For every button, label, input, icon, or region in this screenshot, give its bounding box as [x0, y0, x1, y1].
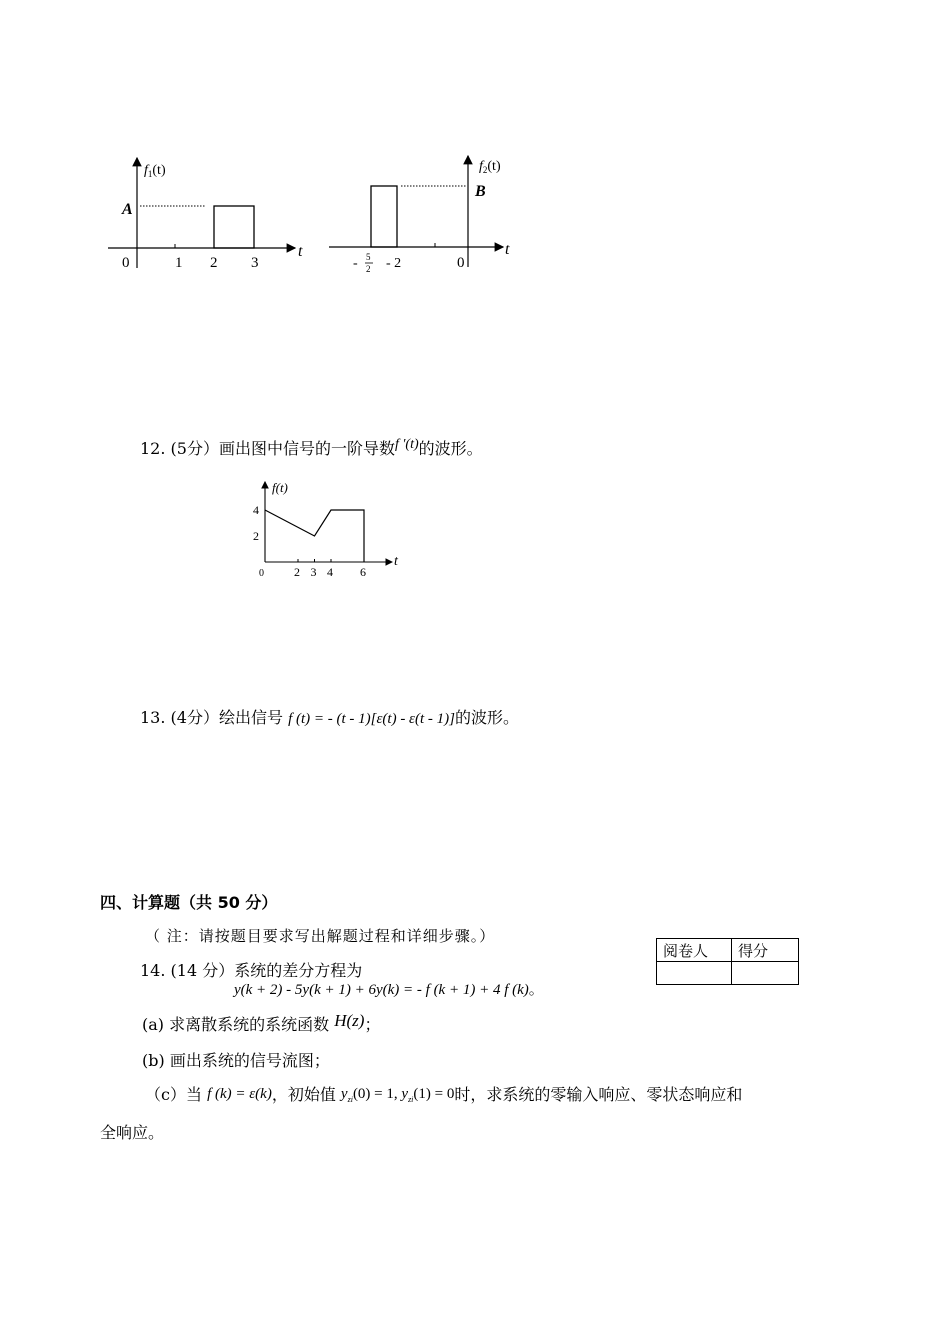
- q12-text: [140, 436, 483, 459]
- grader-score-header: 得分: [732, 939, 799, 962]
- f2-y-label: $f_2(t)$: [479, 159, 501, 175]
- f2-tick-neg-sign: -: [353, 256, 358, 271]
- q12-x-tick-label: 0: [259, 568, 264, 579]
- section4-note: （ 注：请按题目要求写出解题过程和详细步骤。）: [145, 927, 496, 945]
- q14-part-c: （c）当 f (k) = ε(k)，初始值 $y_{zi}(0) = 1$, $y_{zi}(1) = 0$时，求系统的零输入响应、零状态响应和: [145, 1085, 743, 1104]
- q12-prompt-end: 的波形。: [418, 439, 483, 458]
- q14-equation: y(k + 2) - 5y(k + 1) + 6y(k) = - f (k + 1) + 4 f (k): [234, 982, 529, 998]
- grader-reviewer-header: 阅卷人: [657, 939, 732, 962]
- q12-x-tick-label: 4: [327, 565, 333, 579]
- f1-y-label: $f_1(t)$: [144, 163, 166, 179]
- f1-x-var: t: [298, 243, 303, 260]
- q12-y-label: f(t): [272, 480, 288, 495]
- q12-x-label: t: [394, 554, 398, 569]
- q12-x-tick-label: 6: [360, 565, 366, 579]
- f2-pulse: [371, 186, 397, 247]
- f1-pulse: [214, 206, 254, 248]
- f1-tick-1: 1: [175, 255, 183, 271]
- f1-amplitude-label: A: [122, 201, 133, 218]
- q12-formula: f ′(t): [394, 437, 419, 452]
- q12-prompt: 12. (5分）画出图中信号的一阶导数: [140, 439, 395, 458]
- grader-score-cell[interactable]: [732, 962, 799, 985]
- q13-prompt: 13. (4分）绘出信号: [140, 708, 283, 727]
- q13-formula: f (t) = - (t - 1)[ε(t) - ε(t - 1)]: [288, 711, 455, 727]
- q14-part-a: (a) 求离散系统的系统函数 H(z)；: [142, 1011, 381, 1034]
- f1-signal-figure: [100, 150, 320, 280]
- f2-tick-m2: - 2: [386, 256, 402, 271]
- f2-x-var: t: [505, 241, 510, 258]
- f2-tick-0: 0: [457, 255, 465, 271]
- f1-tick-2: 2: [210, 255, 218, 271]
- f1-tick-0: 0: [122, 255, 130, 271]
- q14-system-function: H(z): [334, 1011, 365, 1030]
- q12-chart: [250, 476, 410, 586]
- f2-tick-frac-den: 2: [366, 264, 371, 274]
- q12-signal-line: [265, 510, 364, 562]
- q14-part-c-cont: 全响应。: [100, 1123, 165, 1142]
- q12-x-tick-label: 3: [310, 565, 317, 579]
- q12-y-tick-label: 2: [253, 529, 259, 543]
- grader-table: [656, 938, 799, 985]
- q14-part-b: (b) 画出系统的信号流图；: [142, 1051, 330, 1070]
- section4-heading: 四、计算题（共 50 分）: [100, 893, 278, 912]
- q12-y-tick-label: 4: [253, 503, 259, 517]
- f2-tick-frac-num: 5: [366, 252, 371, 262]
- f2-signal-figure: [325, 150, 525, 280]
- f2-amplitude-label: B: [475, 183, 486, 200]
- grader-reviewer-cell[interactable]: [657, 962, 732, 985]
- q12-x-tick-label: 2: [294, 565, 300, 579]
- f1-tick-3: 3: [251, 255, 259, 271]
- q13-prompt-end: 的波形。: [454, 708, 519, 727]
- q14-equation-line: y(k + 2) - 5y(k + 1) + 6y(k) = - f (k + 1) + 4 f (k)。: [234, 980, 544, 998]
- q13-text: [140, 705, 519, 728]
- q14-intro: 14. (14 分）系统的差分方程为: [140, 961, 363, 980]
